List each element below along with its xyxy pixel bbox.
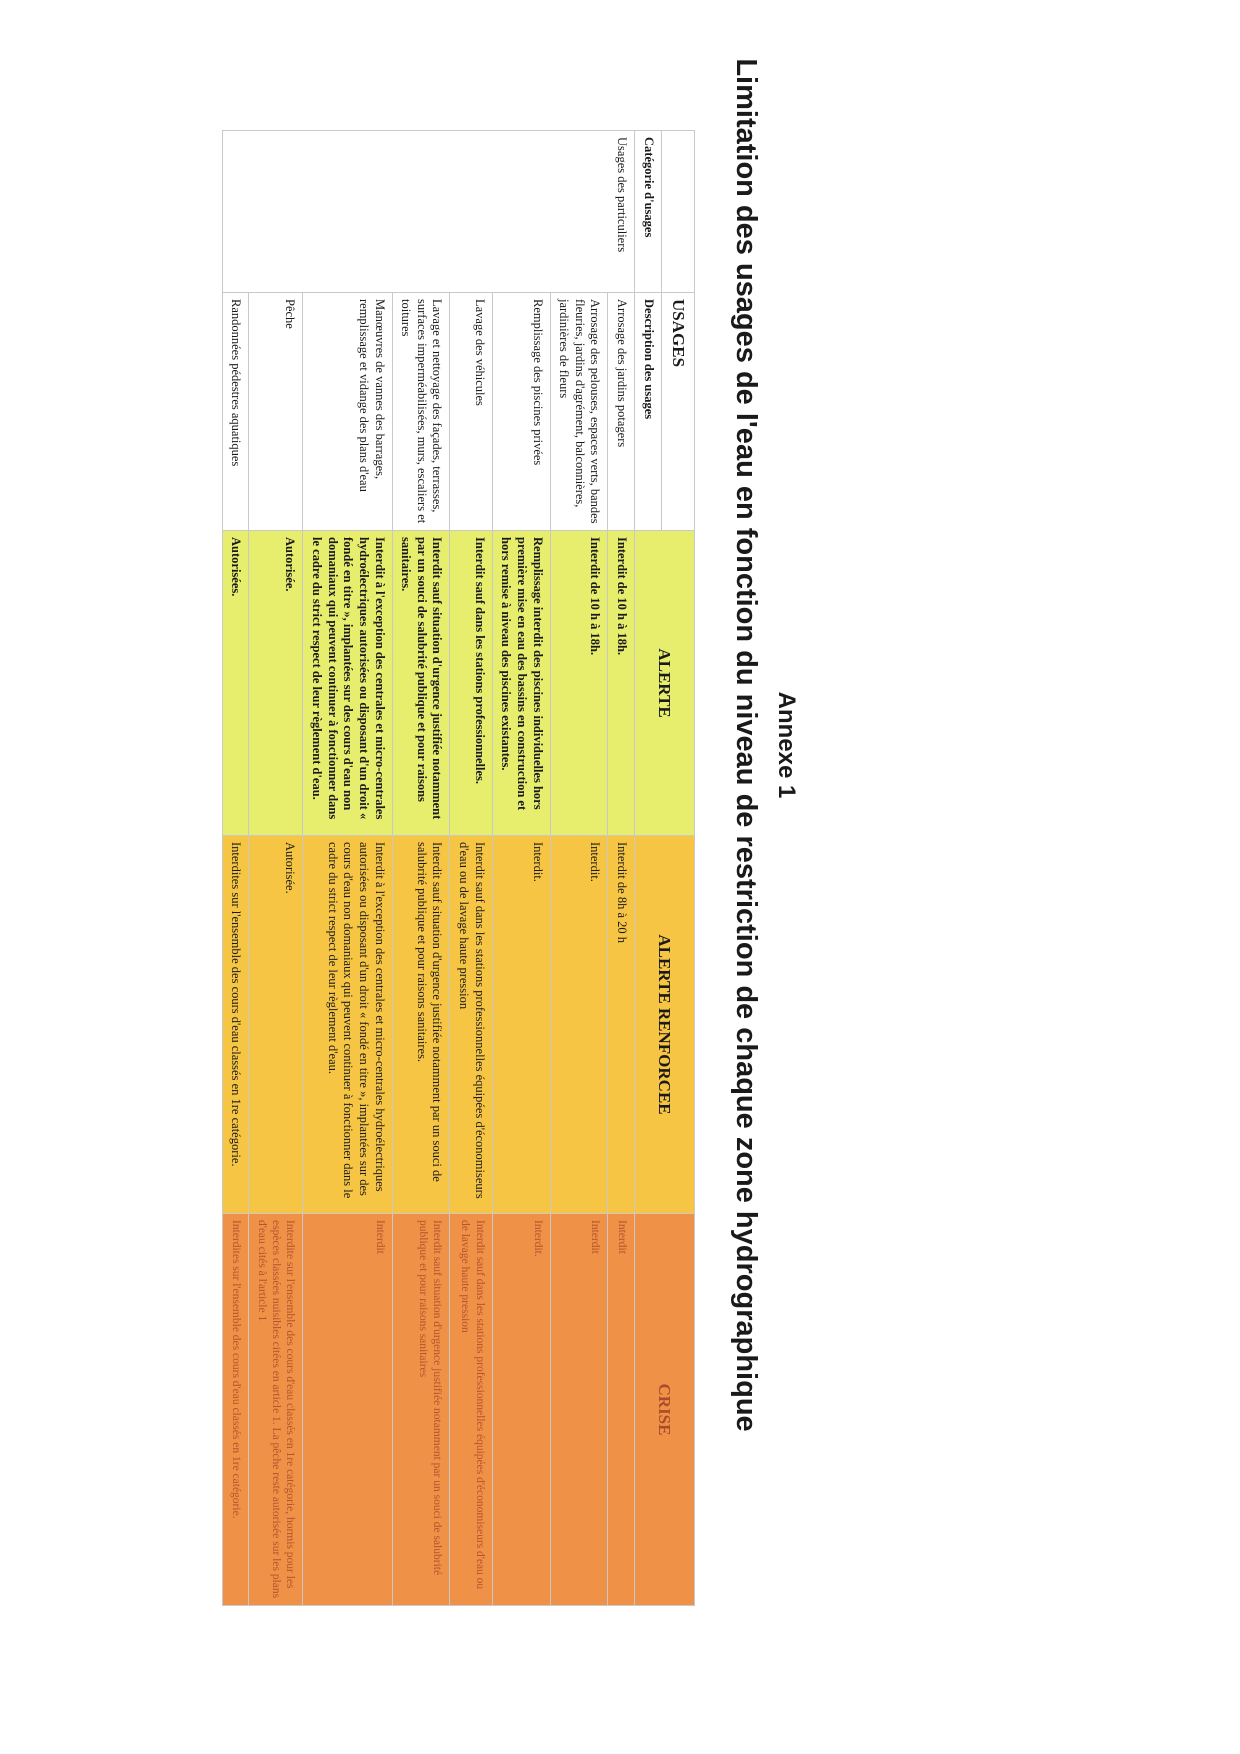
description-cell: Remplissage des piscines privées: [492, 293, 550, 531]
level-renforcee-header: ALERTE RENFORCEE: [635, 836, 695, 1214]
crise-cell: Interdites sur l'ensemble des cours d'eau classés en 1re catégorie.: [222, 1214, 249, 1606]
renforcee-cell: Interdit.: [550, 836, 608, 1214]
renforcee-cell: Interdit sauf situation d'urgence justifiée notamment par un souci de salubrité publique et pour raisons sanitaires.: [392, 836, 450, 1214]
description-cell: Pêche: [249, 293, 303, 531]
category-cell: Usages des particuliers: [222, 131, 634, 293]
table-row: [392, 131, 450, 1606]
crise-cell: Interdit.: [492, 1214, 550, 1606]
description-column-header: Description des usages: [635, 293, 662, 531]
crise-cell: Interdit: [550, 1214, 608, 1606]
level-crise-header: CRISE: [635, 1214, 695, 1606]
level-alerte-header: ALERTE: [635, 531, 695, 836]
alerte-cell: Interdit de 10 h à 18h.: [608, 531, 635, 836]
renforcee-cell: Interdit de 8h à 20 h: [608, 836, 635, 1214]
alerte-cell: Autorisée.: [249, 531, 303, 836]
renforcee-cell: Interdit.: [492, 836, 550, 1214]
crise-cell: Interdit sauf dans les stations professionnelles équipées d'économiseurs d'eau ou de lavage haute pression: [450, 1214, 492, 1606]
renforcee-cell: Interdites sur l'ensemble des cours d'eau classés en 1re catégorie.: [222, 836, 249, 1214]
alerte-cell: Interdit à l'exception des centrales et micro-centrales hydroélectriques autorisées ou disposant d'un droit « fondé en titre », implantées sur des cours d'eau non domaniaux qui peuvent continuer à fonctionner dans le cadre du strict respect de leur règlement d'eau.: [303, 531, 392, 836]
table-row: [249, 131, 303, 1606]
table-row: [550, 131, 608, 1606]
description-cell: Randonnées pédestres aquatiques: [222, 293, 249, 531]
crise-cell: Interdite sur l'ensemble des cours d'eau classés en 1re catégorie, hormis pour les espèces classées nuisibles citées en article 1. La pêche reste autorisée sur les plans d'eau cités à l'article 1: [249, 1214, 303, 1606]
description-cell: Lavage et nettoyage des façades, terrasses, surfaces imperméabilisées, murs, escaliers et toitures: [392, 293, 450, 531]
alerte-cell: Remplissage interdit des piscines individuelles hors première mise en eau des bassins en construction et hors remise à niveau des piscines existantes.: [492, 531, 550, 836]
description-cell: Lavage des véhicules: [450, 293, 492, 531]
crise-cell: Interdit: [608, 1214, 635, 1606]
renforcee-cell: Autorisée.: [249, 836, 303, 1214]
usage-restrictions-table: [222, 130, 695, 1606]
crise-cell: Interdit sauf situation d'urgence justifiée notamment par un souci de salubrité publique et pour raisons sanitaires: [392, 1214, 450, 1606]
table-row: [303, 131, 392, 1606]
alerte-cell: Autorisées.: [222, 531, 249, 836]
annex-label: Annexe 1: [773, 691, 800, 799]
table-row: [608, 131, 635, 1606]
alerte-cell: Interdit de 10 h à 18h.: [550, 531, 608, 836]
renforcee-cell: Interdit à l'exception des centrales et micro-centrales hydroélectriques autorisées ou disposant d'un droit « fondé en titre », implantées sur des cours d'eau non domaniaux qui peuvent continuer à fonctionner dans le cadre du strict respect de leur règlement d'eau.: [303, 836, 392, 1214]
crise-cell: Interdit: [303, 1214, 392, 1606]
header-empty-cell: [661, 131, 694, 293]
table-row: [222, 131, 249, 1606]
description-cell: Arrosage des pelouses, espaces verts, bandes fleuries, jardins d'agrément, balconnières, jardinières de fleurs: [550, 293, 608, 531]
description-cell: Arrosage des jardins potagers: [608, 293, 635, 531]
alerte-cell: Interdit sauf dans les stations professionnelles.: [450, 531, 492, 836]
usages-header: USAGES: [661, 293, 694, 531]
alerte-cell: Interdit sauf situation d'urgence justifiée notamment par un souci de salubrité publique et pour raisons sanitaires.: [392, 531, 450, 836]
renforcee-cell: Interdit sauf dans les stations professionnelles équipées d'économiseurs d'eau ou de lavage haute pression: [450, 836, 492, 1214]
table-row: [492, 131, 550, 1606]
page-title: Limitation des usages de l'eau en fonction du niveau de restriction de chaque zone hydrographique: [730, 58, 762, 1432]
description-cell: Manœuvres de vannes des barrages, remplissage et vidange des plans d'eau: [303, 293, 392, 531]
category-column-header: Catégorie d'usages: [635, 131, 662, 293]
table-row: [450, 131, 492, 1606]
